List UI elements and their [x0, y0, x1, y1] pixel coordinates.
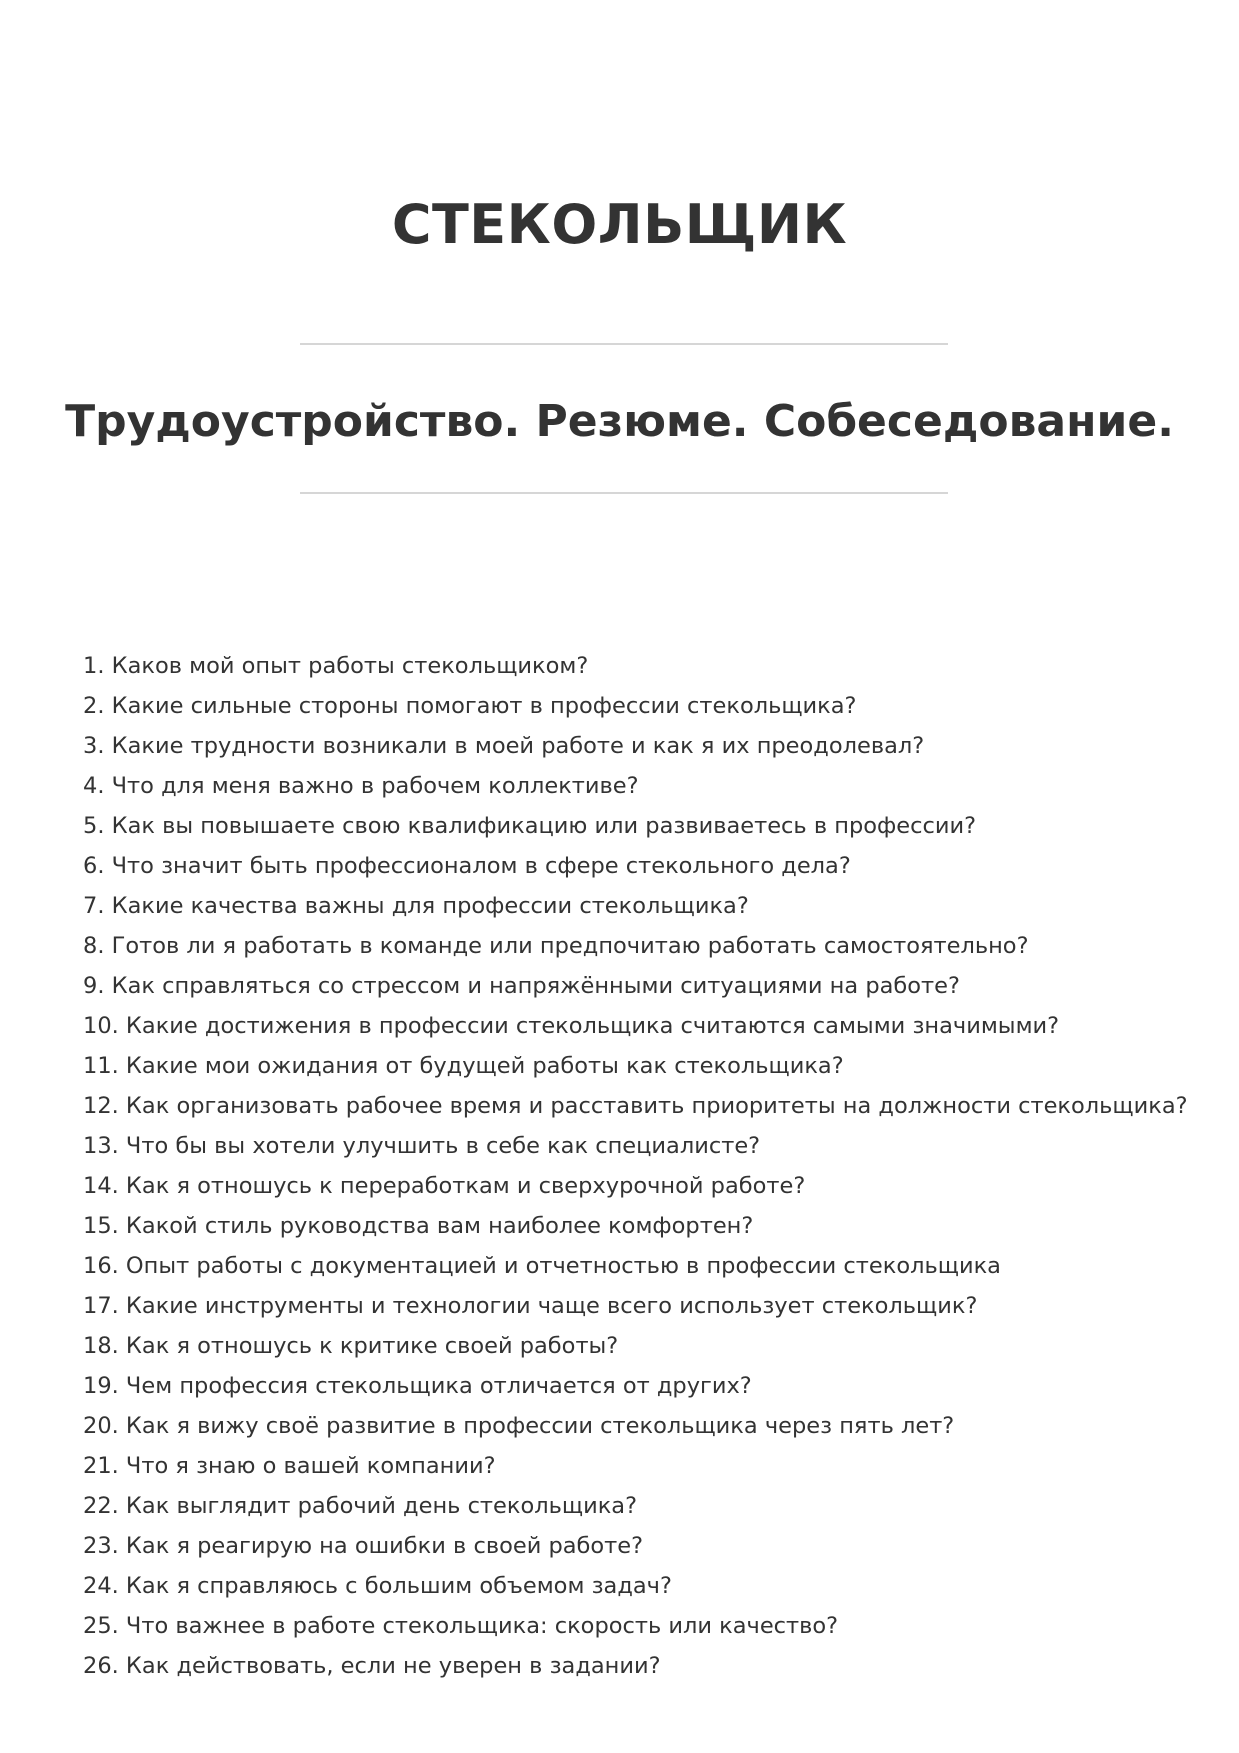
list-item: 14. Как я отношусь к переработкам и сверхурочной работе? [83, 1173, 806, 1199]
list-item: 8. Готов ли я работать в команде или предпочитаю работать самостоятельно? [83, 933, 1029, 959]
question-list [83, 646, 1193, 1686]
list-item: 17. Какие инструменты и технологии чаще всего использует стекольщик? [83, 1293, 978, 1319]
list-item: 3. Какие трудности возникали в моей работе и как я их преодолевал? [83, 733, 925, 759]
list-item: 5. Как вы повышаете свою квалификацию или развиваетесь в профессии? [83, 813, 977, 839]
list-item: 21. Что я знаю о вашей компании? [83, 1453, 496, 1479]
list-item: 13. Что бы вы хотели улучшить в себе как специалисте? [83, 1133, 761, 1159]
list-item: 11. Какие мои ожидания от будущей работы как стекольщика? [83, 1053, 844, 1079]
list-item: 7. Какие качества важны для профессии стекольщика? [83, 893, 749, 919]
list-item: 10. Какие достижения в профессии стекольщика считаются самыми значимыми? [83, 1013, 1060, 1039]
divider-bottom [300, 492, 948, 494]
page-title: СТЕКОЛЬЩИК [391, 193, 848, 256]
list-item: 24. Как я справляюсь с большим объемом задач? [83, 1573, 672, 1599]
list-item: 12. Как организовать рабочее время и расставить приоритеты на должности стекольщика? [83, 1093, 1188, 1119]
page-subtitle: Трудоустройство. Резюме. Собеседование. [65, 396, 1174, 447]
list-item: 19. Чем профессия стекольщика отличается от других? [83, 1373, 752, 1399]
list-item: 1. Каков мой опыт работы стекольщиком? [83, 653, 589, 679]
list-item: 18. Как я отношусь к критике своей работы? [83, 1333, 619, 1359]
list-item: 9. Как справляться со стрессом и напряжёнными ситуациями на работе? [83, 973, 960, 999]
list-item: 15. Какой стиль руководства вам наиболее комфортен? [83, 1213, 754, 1239]
list-item: 6. Что значит быть профессионалом в сфере стекольного дела? [83, 853, 851, 879]
list-item: 25. Что важнее в работе стекольщика: скорость или качество? [83, 1613, 839, 1639]
list-item: 22. Как выглядит рабочий день стекольщика? [83, 1493, 638, 1519]
list-item: 4. Что для меня важно в рабочем коллективе? [83, 773, 639, 799]
list-item: 26. Как действовать, если не уверен в задании? [83, 1653, 661, 1679]
list-item: 20. Как я вижу своё развитие в профессии стекольщика через пять лет? [83, 1413, 955, 1439]
list-item: 23. Как я реагирую на ошибки в своей работе? [83, 1533, 644, 1559]
list-item: 2. Какие сильные стороны помогают в профессии стекольщика? [83, 693, 857, 719]
list-item: 16. Опыт работы с документацией и отчетностью в профессии стекольщика [83, 1253, 1001, 1279]
divider-top [300, 343, 948, 345]
